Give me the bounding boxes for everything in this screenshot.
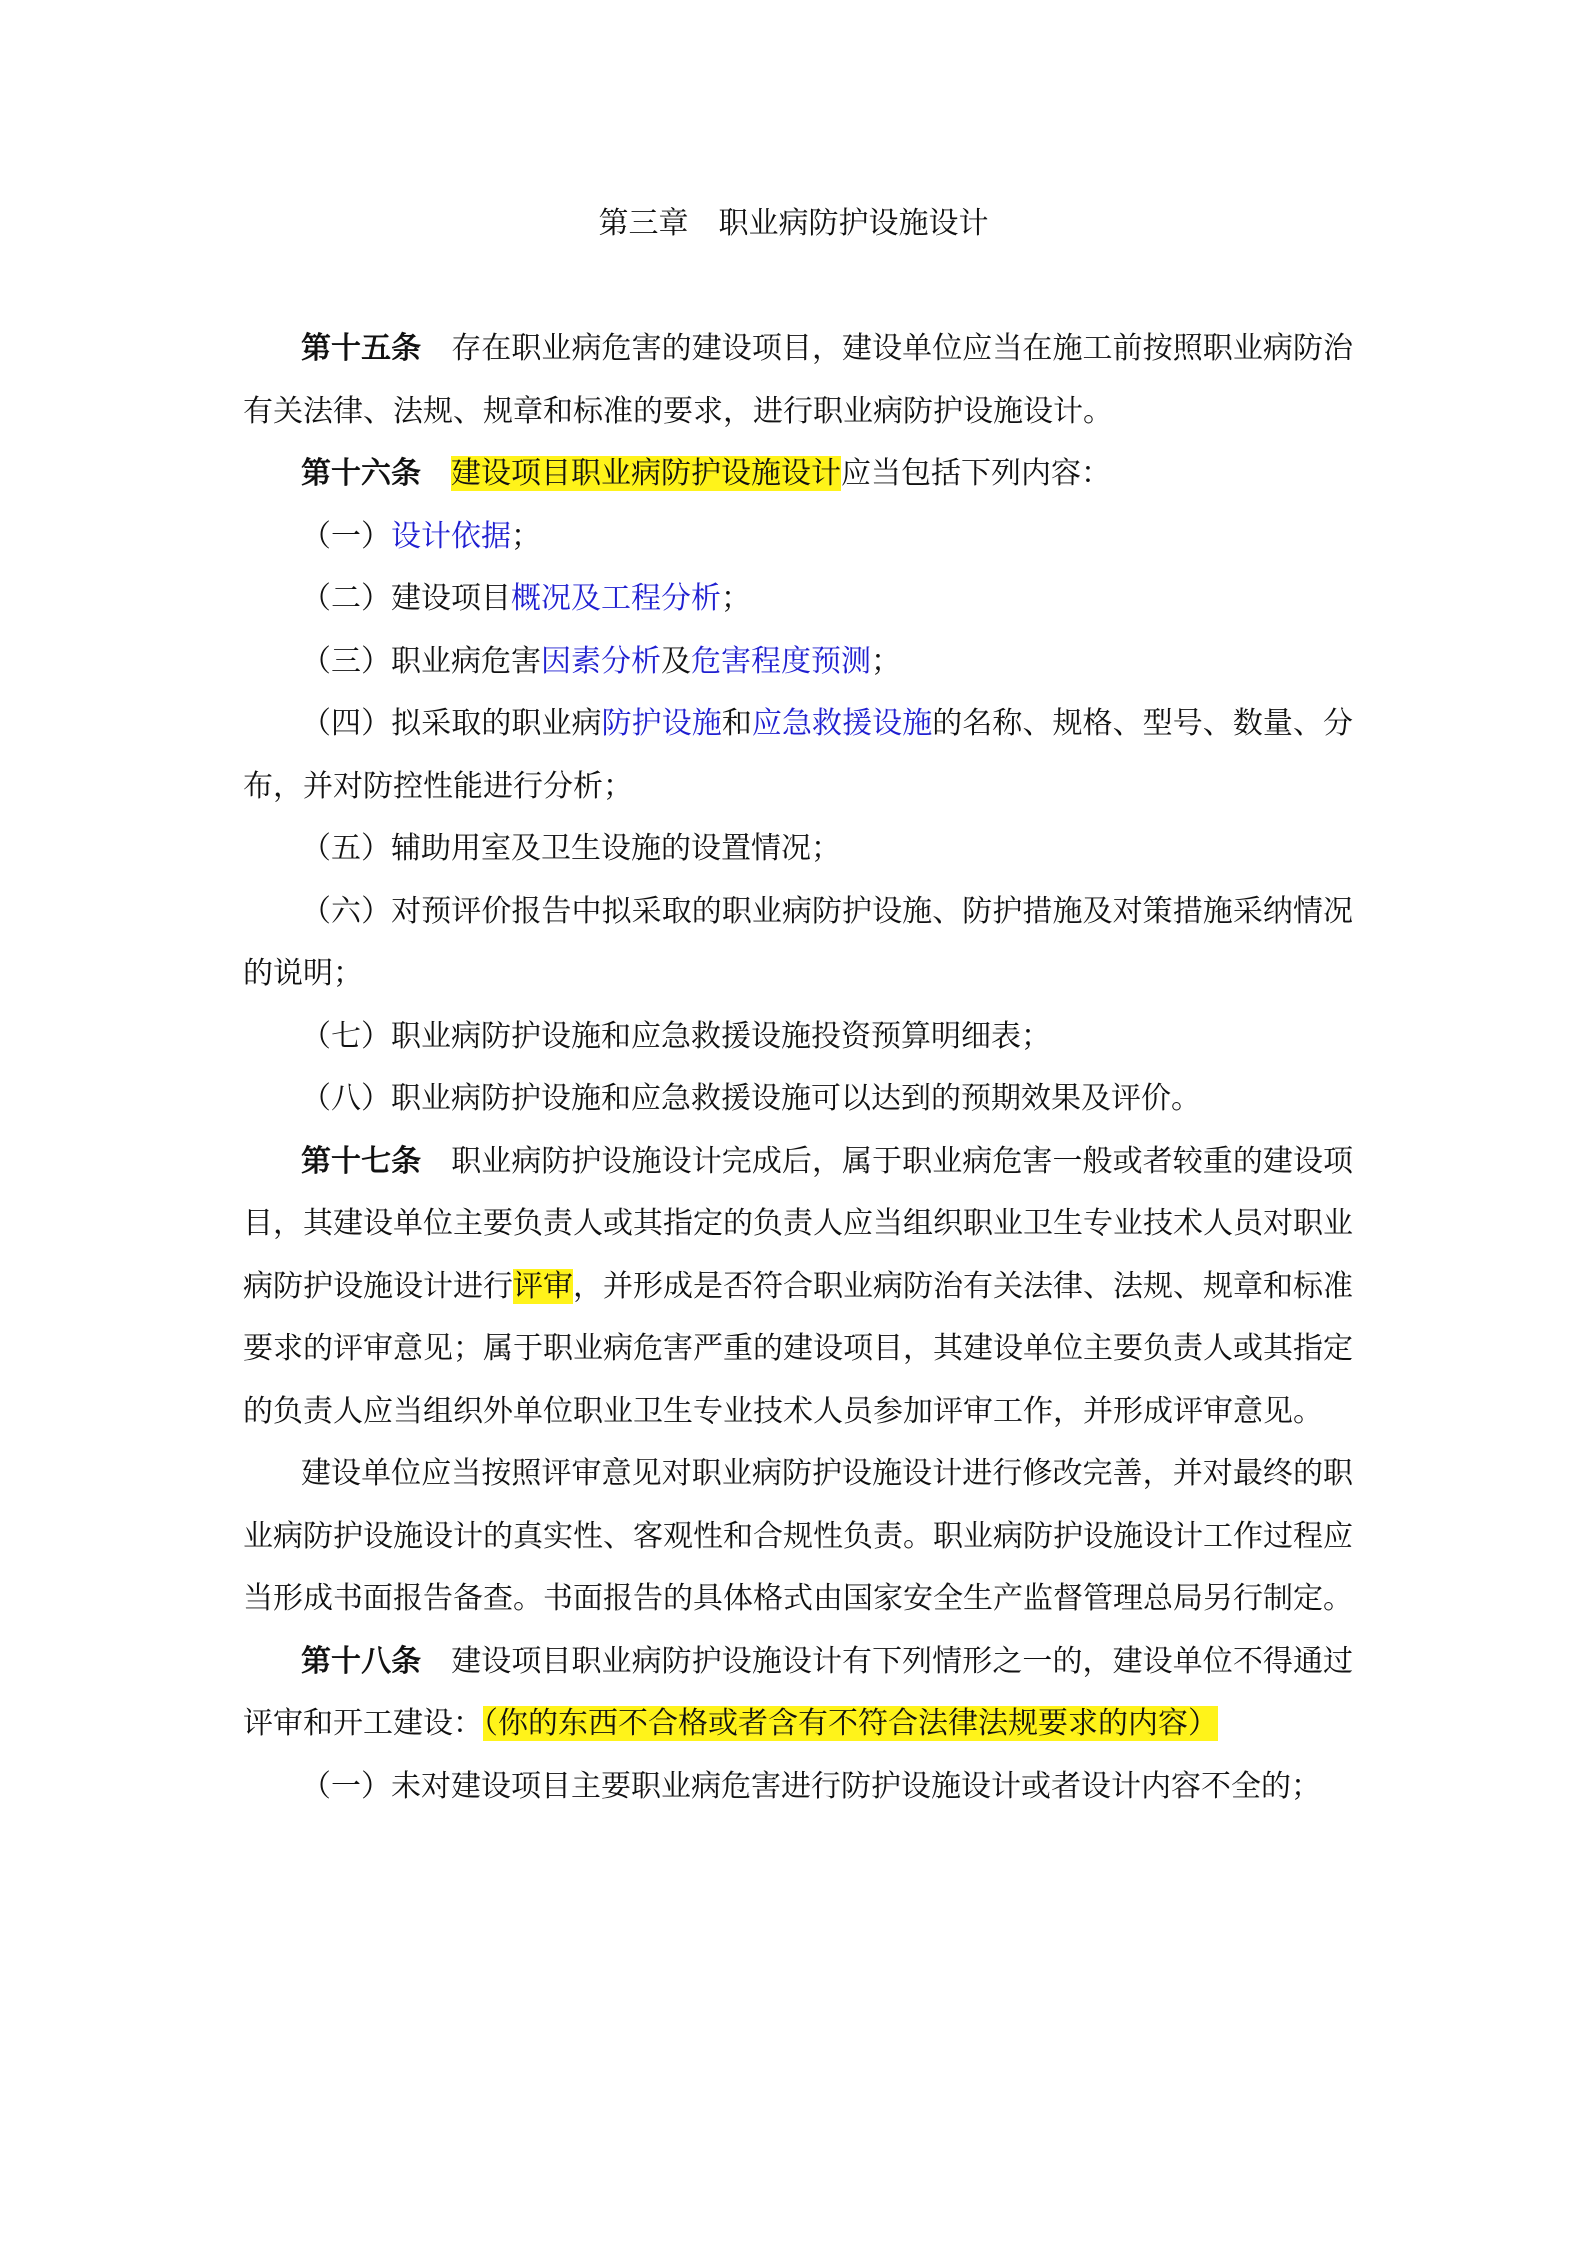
article-16-rest: 应当包括下列内容：	[841, 456, 1111, 491]
article-15	[243, 318, 1353, 443]
item-4-prefix: （四）拟采取的职业病	[301, 706, 602, 741]
article-16-item-1	[243, 506, 1353, 569]
item-3-mid: 及	[661, 643, 691, 679]
article-16-highlight: 建设项目职业病防护设施设计	[451, 456, 841, 491]
article-17-text-b: ，并形成是否符合职业病防治有关法律、法规、规章和标准要求的评审意见；属于职业病危害严重的建设项目，其建设单位主要负责人或其指定的负责人应当组织外单位职业卫生专业技术人员参加评审工作，并形成评审意见。	[243, 1268, 1353, 1429]
item-2-link: 概况及工程分析	[511, 581, 721, 616]
article-17	[243, 1131, 1353, 1444]
item-4-link-2: 应急救援设施	[751, 706, 933, 741]
item-3-link-2: 危害程度预测	[691, 643, 871, 679]
article-18-highlight: （你的东西不合格或者含有不符合法律法规要求的内容）	[483, 1706, 1218, 1741]
item-3-prefix: （三）职业病危害	[301, 643, 541, 679]
item-1-link: 设计依据	[391, 518, 511, 554]
item-4-link-1: 防护设施	[601, 706, 722, 741]
article-16-item-6: （六）对预评价报告中拟采取的职业病防护设施、防护措施及对策措施采纳情况的说明；	[243, 893, 1353, 991]
article-16-label: 第十六条	[301, 456, 421, 491]
article-16-item-7: （七）职业病防护设施和应急救援设施投资预算明细表；	[301, 1018, 1051, 1054]
article-16-item-3	[243, 631, 1353, 694]
article-17-label: 第十七条	[301, 1143, 422, 1179]
article-16-item-2	[243, 568, 1353, 631]
document-body	[243, 318, 1353, 1818]
article-15-text: 存在职业病危害的建设项目，建设单位应当在施工前按照职业病防治有关法律、法规、规章和标准的要求，进行职业病防护设施设计。	[243, 331, 1354, 429]
chapter-title: 第三章 职业病防护设施设计	[598, 206, 989, 241]
article-16-item-5: （五）辅助用室及卫生设施的设置情况；	[301, 831, 841, 866]
item-3-suffix: ；	[871, 643, 901, 679]
article-18-text: 建设项目职业病防护设施设计有下列情形之一的，建设单位不得通过评审和开工建设：	[243, 1643, 1354, 1741]
article-17-text-a: 职业病防护设施设计完成后，属于职业病危害一般或者较重的建设项目，其建设单位主要负责人或其指定的负责人应当组织职业卫生专业技术人员对职业病防护设施设计进行	[243, 1143, 1354, 1304]
article-17-highlight: 评审	[513, 1268, 573, 1304]
item-2-suffix: ；	[721, 581, 751, 616]
article-18	[243, 1631, 1353, 1756]
item-1-prefix: （一）	[301, 518, 391, 554]
item-4-mid: 和	[721, 706, 752, 741]
article-16-item-4	[243, 693, 1353, 818]
article-18-item-1: （一）未对建设项目主要职业病危害进行防护设施设计或者设计内容不全的；	[301, 1768, 1321, 1804]
item-2-prefix: （二）建设项目	[301, 581, 511, 616]
item-4-suffix: 的名称、规格、型号、数量、分布，并对防控性能进行分析；	[243, 706, 1354, 804]
article-17-paragraph-2: 建设单位应当按照评审意见对职业病防护设施设计进行修改完善，并对最终的职业病防护设施设计的真实性、客观性和合规性负责。职业病防护设施设计工作过程应当形成书面报告备查。书面报告的具体格式由国家安全生产监督管理总局另行制定。	[243, 1456, 1353, 1616]
article-16	[243, 443, 1353, 506]
article-16-item-8: （八）职业病防护设施和应急救援设施可以达到的预期效果及评价。	[301, 1081, 1201, 1116]
article-15-label: 第十五条	[301, 331, 422, 366]
item-3-link-1: 因素分析	[541, 643, 661, 679]
article-18-label: 第十八条	[301, 1643, 422, 1679]
item-1-suffix: ；	[511, 518, 541, 554]
